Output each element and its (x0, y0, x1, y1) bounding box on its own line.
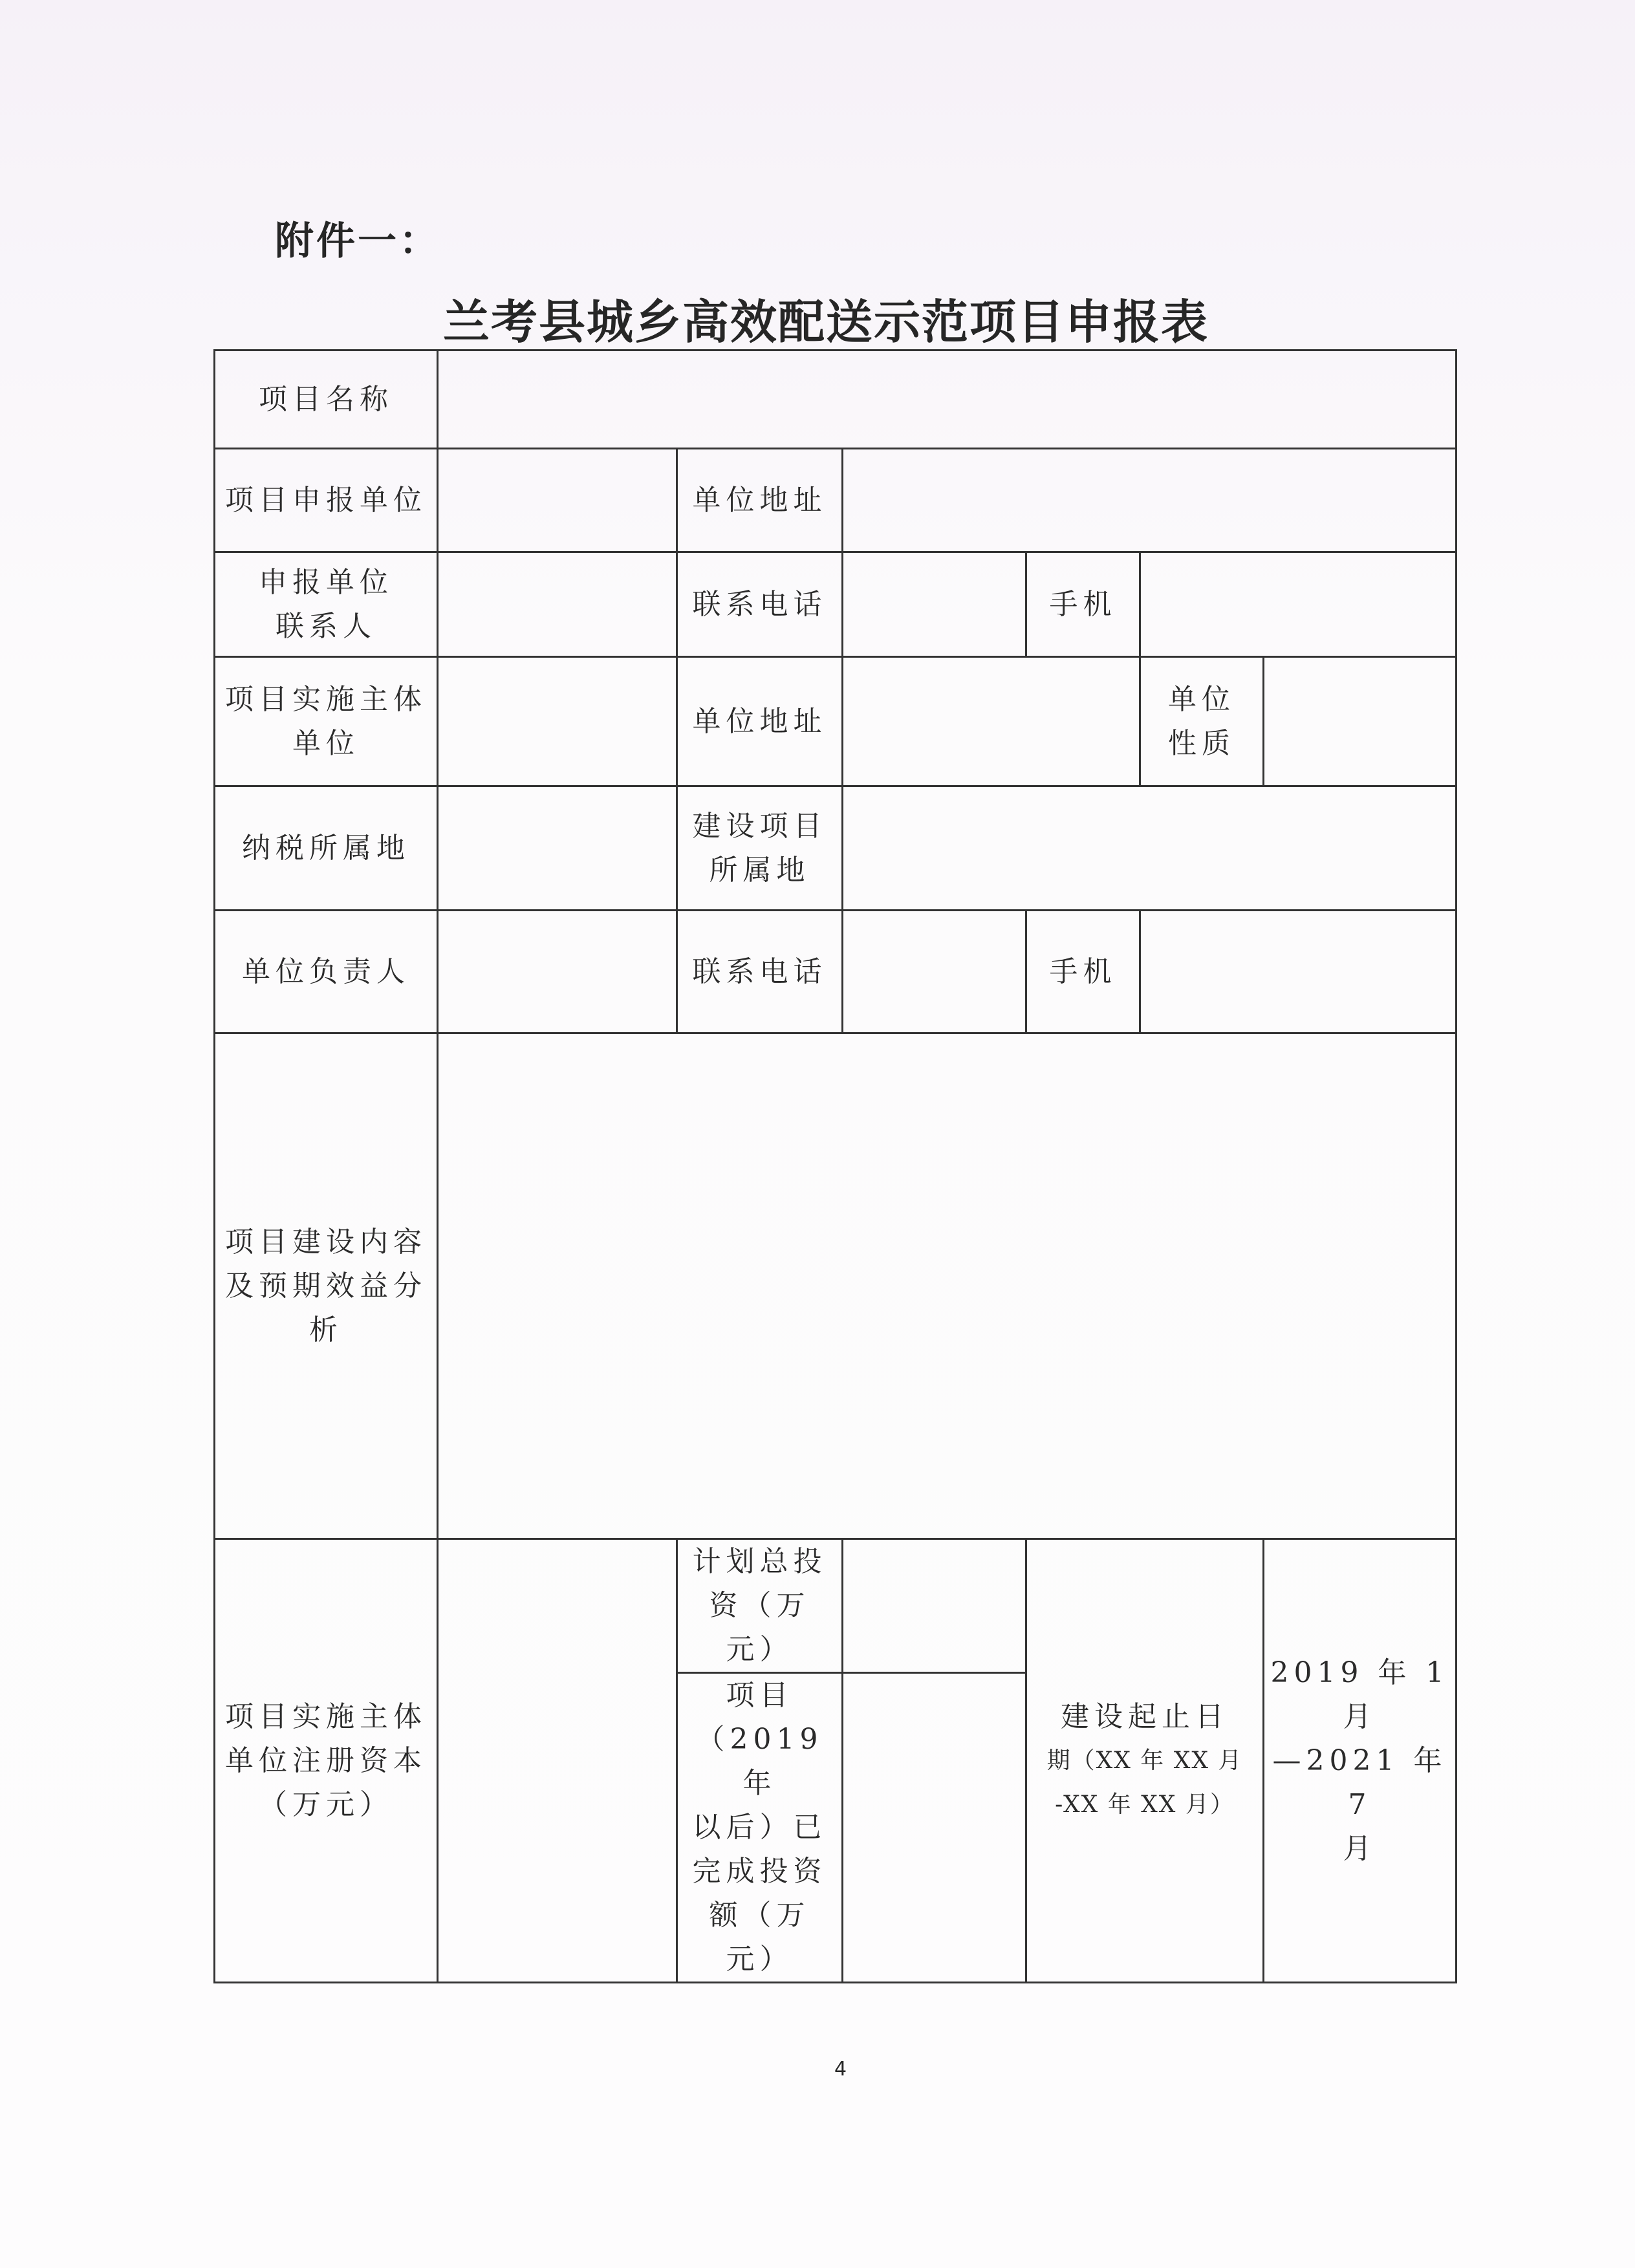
row-unit-head (215, 911, 1456, 1033)
label-line: 资（万元） (709, 1589, 810, 1666)
label-unit-address-2: 单位地址 (677, 657, 843, 786)
field-implementer[interactable] (438, 657, 677, 786)
field-applicant-unit[interactable] (438, 449, 677, 552)
row-project-name (215, 351, 1456, 449)
label-line: 项目 (726, 1679, 794, 1712)
label-line: 联系人 (276, 609, 376, 643)
label-tax-location: 纳税所属地 (215, 786, 438, 911)
label-line: 性质 (1168, 726, 1235, 760)
field-mobile[interactable] (1140, 552, 1456, 657)
label-line: 单位 (292, 726, 360, 760)
label-contact-phone: 联系电话 (677, 552, 843, 657)
label-line: （万元） (259, 1787, 393, 1821)
label-line: 项目建设内容 (225, 1225, 427, 1258)
application-form-table (213, 349, 1457, 1983)
field-applicant-contact[interactable] (438, 552, 677, 657)
label-line: -XX 年 XX 月） (1055, 1791, 1235, 1818)
value-line: —2021 年 7 (1272, 1744, 1447, 1821)
row-investment-top (215, 1539, 1456, 1673)
form-title: 兰考县城乡高效配送示范项目申报表 (443, 294, 1209, 349)
label-unit-head: 单位负责人 (215, 911, 438, 1033)
page-number: 4 (834, 2058, 847, 2080)
field-registered-capital[interactable] (438, 1539, 677, 1983)
label-line: 及预期效益分 (225, 1269, 427, 1302)
label-line: 建设起止日 (1061, 1700, 1229, 1733)
label-applicant-contact (215, 552, 438, 657)
label-applicant-unit: 项目申报单位 (215, 449, 438, 552)
label-registered-capital (215, 1539, 438, 1983)
label-content (215, 1033, 438, 1539)
label-implementer (215, 657, 438, 786)
label-contact-phone-2: 联系电话 (677, 911, 843, 1033)
label-line: 额（万元） (709, 1899, 810, 1976)
label-line: 所属地 (709, 853, 810, 887)
value-construction-period (1264, 1539, 1456, 1983)
label-line: 计划总投 (692, 1545, 827, 1578)
row-applicant-unit (215, 449, 1456, 552)
label-line: 单位注册资本 (225, 1744, 427, 1777)
field-content[interactable] (438, 1033, 1456, 1539)
label-line: 期（XX 年 XX 月 (1046, 1747, 1243, 1774)
field-unit-address-2[interactable] (843, 657, 1140, 786)
field-contact-phone-2[interactable] (843, 911, 1026, 1033)
field-mobile-2[interactable] (1140, 911, 1456, 1033)
label-line: （2019 年 (696, 1723, 823, 1800)
field-planned-investment[interactable] (843, 1539, 1026, 1673)
label-line: 建设项目 (692, 809, 827, 843)
field-construction-location[interactable] (843, 786, 1456, 911)
value-line: 2019 年 1 月 (1270, 1656, 1449, 1733)
field-tax-location[interactable] (438, 786, 677, 911)
label-line: 项目实施主体 (225, 1700, 427, 1733)
field-unit-nature[interactable] (1264, 657, 1456, 786)
label-line: 申报单位 (259, 565, 393, 599)
label-construction-period (1026, 1539, 1264, 1983)
label-mobile: 手机 (1026, 552, 1140, 657)
field-unit-address[interactable] (843, 449, 1456, 552)
label-line: 析 (309, 1313, 343, 1346)
field-completed-investment[interactable] (843, 1673, 1026, 1983)
label-line: 完成投资 (692, 1855, 827, 1888)
label-mobile-2: 手机 (1026, 911, 1140, 1033)
row-implementer (215, 657, 1456, 786)
label-construction-location (677, 786, 843, 911)
label-unit-nature (1140, 657, 1264, 786)
label-line: 单位 (1168, 682, 1235, 716)
field-project-name[interactable] (438, 351, 1456, 449)
field-contact-phone[interactable] (843, 552, 1026, 657)
label-project-name: 项目名称 (215, 351, 438, 449)
label-line: 以后）已 (692, 1811, 827, 1844)
field-unit-head[interactable] (438, 911, 677, 1033)
row-applicant-contact (215, 552, 1456, 657)
label-planned-investment (677, 1539, 843, 1673)
row-content (215, 1033, 1456, 1539)
label-unit-address: 单位地址 (677, 449, 843, 552)
label-completed-investment (677, 1673, 843, 1983)
label-line: 项目实施主体 (225, 682, 427, 716)
attachment-label: 附件一： (275, 219, 440, 264)
row-locations (215, 786, 1456, 911)
value-line: 月 (1343, 1831, 1377, 1865)
